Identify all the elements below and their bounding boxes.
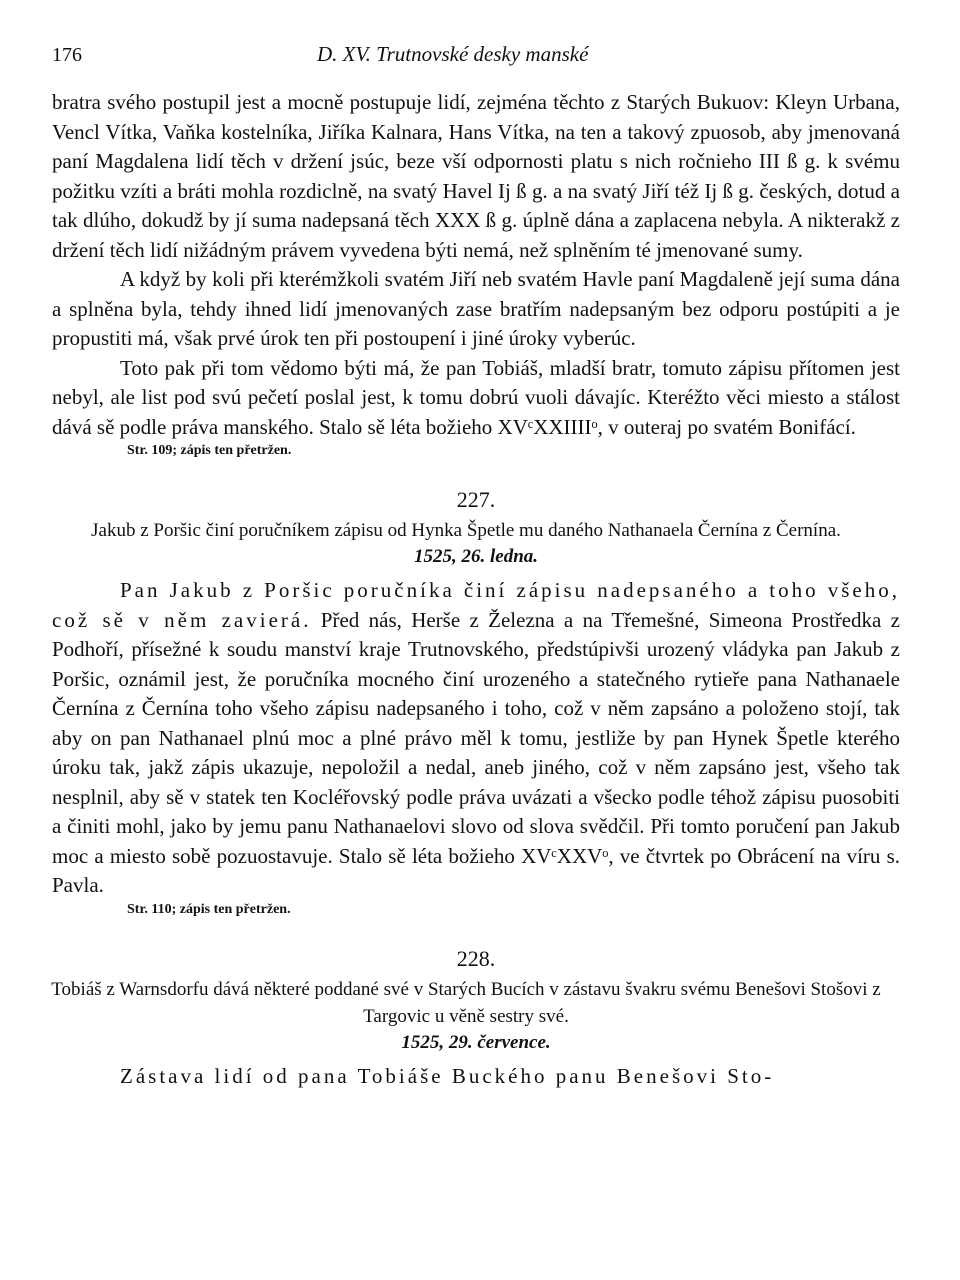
page-number: 176 xyxy=(52,44,82,66)
continuation-paragraph-1: bratra svého postupil jest a mocně postupuje lidí, zejména těchto z Starých Bukuov: Kleyn Urbana, Vencl Vítka, Vaňka kostelníka, Jiříka Kalnara, Hans Vítka, na ten a takový zpuosob, aby jmenovaná paní Magdalena lidí těch v držení jsúc, beze vší odpornosti platu s nich ročnieho III ß g. k svému požitku vzíti a bráti mohla rozdiclně, na svatý Havel Iј ß g. a na svatý Jiří též Iј ß g. českých, dotud a tak dlúho, dokudž by jí suma nadepsaná těch XXX ß g. úplně dána a zaplacena nebyla. A nikterakž z držení těch lidí nižádným právem vyvedena býti nemá, než splněním té jmenované sumy. xyxy=(52,90,900,262)
entry-text-228 xyxy=(52,1062,900,1092)
entry-date-227: 1525, 26. ledna. xyxy=(413,546,539,567)
document-page xyxy=(52,34,900,1091)
page-header xyxy=(52,34,900,74)
entry-date-228: 1525, 29. července. xyxy=(401,1031,551,1053)
entry-incipit-228: Zástava lidí od pana Tobiáše Buckého panu Benešovi Sto- xyxy=(120,1063,775,1088)
entry-number-227: 227. xyxy=(456,487,496,512)
entry-body-227: Před nás, Herše z Železna a na Třemešné, Simeona Prostředka z Podhoří, přísežné k soudu manství kraje Trutnovského, předstúpivši urozený vládyka pan Jakub z Poršic, oznámil jest, že poručníka mocného činí urozeného a statečného rytieře pana Nathanaele Černína z Černína toho všeho zápisu nadepsaného i toho, což v něm zapsáno a položeno stojí, tak aby on pan Nathanael plnú moc a plné právo měl k tomu, jestliže by pan Hynek Špetle kterého úroku tak, jakž zápis ukazuje, nepoložil a nedal, aneb jiného, což v něm zapsáno jest, všeho tak nesplnil, aby sě v statek ten Kocléřovský podle práva uvázati a všecko podle téhož zápisu puosobiti a činiti mohl, jako by jemu panu Nathanaelovi slovo od slova svědčil. Při tomto poručení pan Jakub moc a miesto sobě pozuostavuje. Stalo sě léta božieho XVᶜXXVᵒ, ve čtvrtek po Obrácení na víru s. Pavla. xyxy=(52,607,900,897)
entry-summary-228: Tobiáš z Warnsdorfu dává některé poddané své v Starých Bucích v zástavu švakru svému Benešovi Stošovi z Targovic u věně sestry své. xyxy=(51,978,881,1027)
source-reference-note: Str. 109; zápis ten přetržen. xyxy=(127,443,292,458)
running-head: D. XV. Trutnovské desky manské xyxy=(317,42,589,66)
entry-incipit-227: Pan Jakub z Poršic poručníka činí zápisu nadepsaného a toho všeho, což sě v něm zavierá. xyxy=(52,578,900,632)
entry-summary-227: Jakub z Poršic činí poručníkem zápisu od Hynka Špetle mu daného Nathanaela Černína z Černína. xyxy=(91,520,841,541)
source-reference-note: Str. 110; zápis ten přetržen. xyxy=(127,901,291,917)
entry-number-228: 228. xyxy=(456,945,496,971)
continuation-paragraph-2: A když by koli při kterémžkoli svatém Jiří neb svatém Havle paní Magdaleně její suma dána a splněna byla, tehdy ihned lidí jmenovaných zase bratřím nadepsaným bez odporu postúpiti a je propustiti má, však prvé úrok ten při postoupení i jiné úroky vyberúc. xyxy=(52,267,900,350)
entry-text-227 xyxy=(52,576,900,901)
continuation-paragraph-3: Toto pak při tom vědomo býti má, že pan Tobiáš, mladší bratr, tomuto zápisu přítomen jest nebyl, ale list pod svú pečetí poslal jest, k tomu dobrú vuoli dávajíc. Kteréžto věci miesto a stálost dává sě podle práva manského. Stalo sě léta božieho XVᶜXXIIIIᵒ, v outeraj po svatém Bonifácí. xyxy=(52,355,900,439)
